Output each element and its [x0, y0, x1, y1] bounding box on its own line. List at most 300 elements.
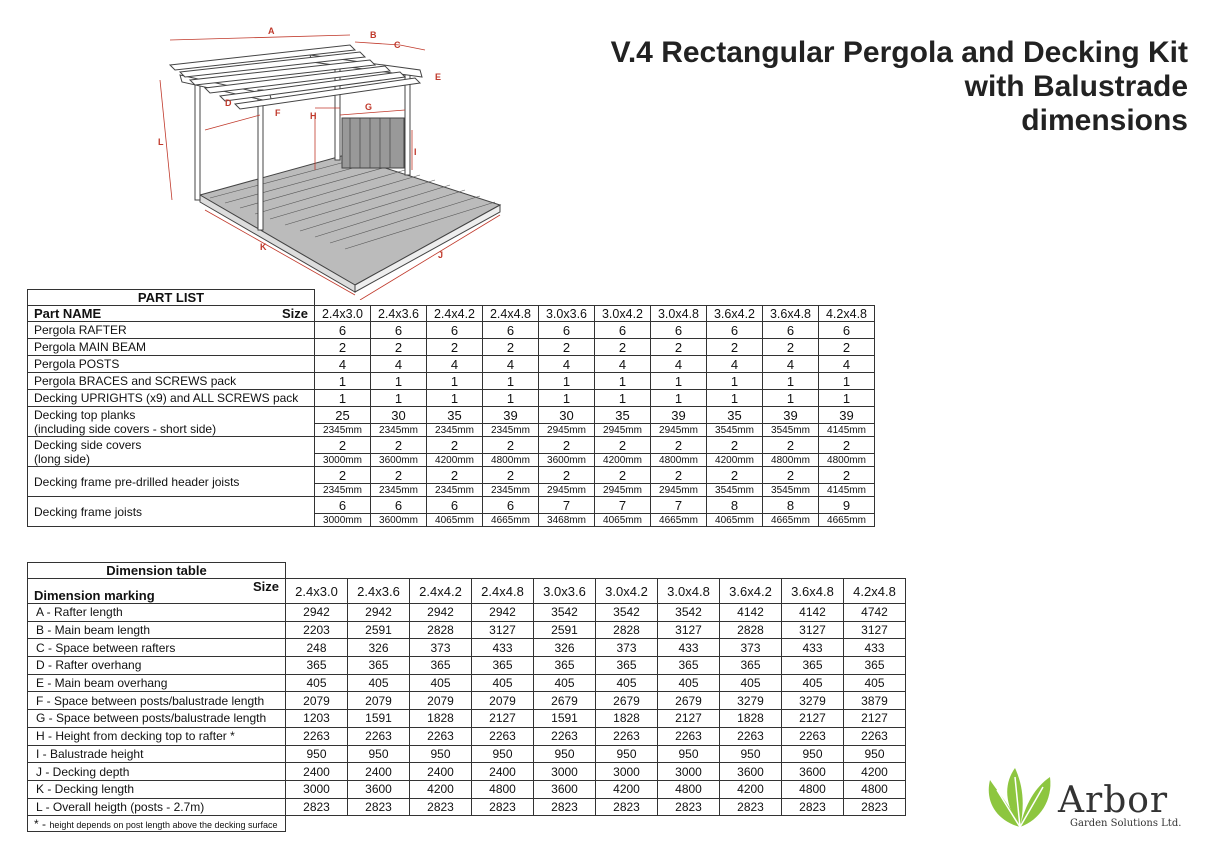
label-i: I: [414, 147, 417, 157]
part-quantity: 1: [595, 390, 651, 407]
part-quantity: 35: [595, 407, 651, 424]
size-label: Size: [281, 306, 308, 321]
size-label: Size: [252, 579, 279, 594]
dimension-value: 950: [472, 745, 534, 763]
dimension-value: 2942: [472, 604, 534, 622]
part-length: 2945mm: [539, 424, 595, 437]
part-length: 3600mm: [539, 454, 595, 467]
part-length: 2345mm: [483, 424, 539, 437]
dimension-value: 950: [658, 745, 720, 763]
part-length: 4065mm: [427, 514, 483, 527]
dimension-marking-label: Dimension marking: [34, 588, 155, 603]
part-quantity: 2: [651, 467, 707, 484]
dimension-row: [28, 710, 906, 728]
dimension-value: 2263: [534, 727, 596, 745]
dimension-value: 2823: [720, 798, 782, 816]
title-line-3: dimensions: [1021, 104, 1188, 137]
part-quantity: 4: [427, 356, 483, 373]
part-length: 4665mm: [483, 514, 539, 527]
dimension-value: 3542: [596, 604, 658, 622]
dimension-value: 2828: [410, 621, 472, 639]
part-length: 4800mm: [763, 454, 819, 467]
dimension-value: 3600: [782, 763, 844, 781]
part-length: 2945mm: [651, 424, 707, 437]
dimension-value: 2400: [472, 763, 534, 781]
dimension-value: 4800: [658, 780, 720, 798]
part-list-table: [27, 289, 875, 527]
part-length: 3545mm: [763, 424, 819, 437]
part-length: 4665mm: [651, 514, 707, 527]
part-length: 3545mm: [707, 484, 763, 497]
dimension-value: 3600: [348, 780, 410, 798]
dimension-value: 433: [782, 639, 844, 657]
part-length: 4200mm: [595, 454, 651, 467]
part-quantity: 2: [483, 339, 539, 356]
part-quantity: 8: [707, 497, 763, 514]
dimension-value: 405: [720, 674, 782, 692]
part-quantity: 1: [371, 373, 427, 390]
part-quantity: 1: [539, 373, 595, 390]
part-length: 3545mm: [763, 484, 819, 497]
dimension-value: 3000: [286, 780, 348, 798]
dimension-name: A - Rafter length: [28, 604, 286, 622]
part-quantity: 2: [371, 437, 427, 454]
dimension-value: 3000: [596, 763, 658, 781]
dimension-name: C - Space between rafters: [28, 639, 286, 657]
dimension-value: 3279: [720, 692, 782, 710]
part-quantity: 6: [371, 497, 427, 514]
dimension-value: 405: [472, 674, 534, 692]
part-quantity: 2: [707, 339, 763, 356]
dimension-value: 405: [534, 674, 596, 692]
dimension-value: 405: [844, 674, 906, 692]
dimension-value: 4142: [720, 604, 782, 622]
dimension-value: 2942: [286, 604, 348, 622]
dimension-value: 4800: [844, 780, 906, 798]
part-quantity: 2: [483, 437, 539, 454]
part-length: 3600mm: [371, 514, 427, 527]
dimension-name: L - Overall heigth (posts - 2.7m): [28, 798, 286, 816]
dimension-value: 2823: [286, 798, 348, 816]
dimension-value: 3127: [782, 621, 844, 639]
dimension-name: F - Space between posts/balustrade length: [28, 692, 286, 710]
part-length: 2945mm: [539, 484, 595, 497]
dimension-name: G - Space between posts/balustrade length: [28, 710, 286, 728]
dimension-value: 433: [844, 639, 906, 657]
part-list-title: PART LIST: [28, 290, 315, 306]
dimension-value: 3127: [472, 621, 534, 639]
dimension-value: 4200: [596, 780, 658, 798]
dimension-value: 2400: [286, 763, 348, 781]
part-quantity: 1: [819, 373, 875, 390]
part-quantity: 6: [595, 322, 651, 339]
size-col: 3.0x4.8: [651, 306, 707, 322]
dimension-name: D - Rafter overhang: [28, 657, 286, 675]
size-col: 4.2x4.8: [844, 579, 906, 604]
dimension-value: 2127: [782, 710, 844, 728]
part-quantity: 6: [707, 322, 763, 339]
size-col: 3.6x4.2: [707, 306, 763, 322]
dimension-value: 3127: [844, 621, 906, 639]
part-quantity: 2: [819, 467, 875, 484]
label-e: E: [435, 72, 442, 82]
part-quantity: 2: [595, 339, 651, 356]
dimension-value: 3879: [844, 692, 906, 710]
dimension-value: 433: [658, 639, 720, 657]
dimension-value: 2079: [410, 692, 472, 710]
part-length: 4800mm: [483, 454, 539, 467]
dimension-row: [28, 798, 906, 816]
dimension-value: 365: [782, 657, 844, 675]
part-quantity: 2: [707, 437, 763, 454]
dimension-value: 3600: [720, 763, 782, 781]
part-quantity: 1: [651, 390, 707, 407]
dimension-value: 2823: [844, 798, 906, 816]
part-name-text: Pergola MAIN BEAM: [34, 340, 147, 354]
part-quantity: 2: [819, 339, 875, 356]
part-row: [28, 373, 875, 390]
dimension-value: 2942: [348, 604, 410, 622]
part-quantity: 35: [707, 407, 763, 424]
part-row: [28, 437, 875, 454]
part-quantity: 1: [483, 390, 539, 407]
dimension-value: 2263: [720, 727, 782, 745]
part-row: [28, 339, 875, 356]
size-col: 3.0x4.2: [596, 579, 658, 604]
part-length: 4800mm: [819, 454, 875, 467]
dimension-value: 2823: [410, 798, 472, 816]
part-quantity: 1: [483, 373, 539, 390]
dimension-value: 405: [596, 674, 658, 692]
dimension-value: 4742: [844, 604, 906, 622]
dimension-value: 1591: [534, 710, 596, 728]
part-row: [28, 497, 875, 514]
dimension-value: 1828: [720, 710, 782, 728]
dimension-row: [28, 674, 906, 692]
dimension-value: 2263: [782, 727, 844, 745]
part-length: 4665mm: [763, 514, 819, 527]
dimension-value: 2079: [472, 692, 534, 710]
part-quantity: 1: [371, 390, 427, 407]
part-quantity: 9: [819, 497, 875, 514]
part-length: 2345mm: [427, 424, 483, 437]
logo-name: Arbor: [1058, 780, 1169, 821]
part-quantity: 4: [707, 356, 763, 373]
dimension-table-title: Dimension table: [28, 563, 286, 579]
part-quantity: 39: [819, 407, 875, 424]
part-quantity: 30: [539, 407, 595, 424]
part-quantity: 4: [483, 356, 539, 373]
dimension-value: 2823: [472, 798, 534, 816]
label-a: A: [268, 26, 275, 36]
dimension-value: 4142: [782, 604, 844, 622]
part-quantity: 7: [539, 497, 595, 514]
part-quantity: 4: [651, 356, 707, 373]
part-quantity: 4: [315, 356, 371, 373]
dimension-row: [28, 604, 906, 622]
size-col: 3.0x4.2: [595, 306, 651, 322]
dimension-value: 365: [286, 657, 348, 675]
dimension-row: [28, 780, 906, 798]
part-length: 4145mm: [819, 424, 875, 437]
dimension-value: 2263: [472, 727, 534, 745]
size-col: 3.0x3.6: [539, 306, 595, 322]
part-length: 2345mm: [371, 424, 427, 437]
dimension-value: 950: [410, 745, 472, 763]
part-quantity: 4: [539, 356, 595, 373]
part-quantity: 6: [427, 322, 483, 339]
size-col: 3.6x4.8: [782, 579, 844, 604]
size-col: 2.4x4.2: [427, 306, 483, 322]
part-quantity: 1: [707, 373, 763, 390]
part-quantity: 2: [539, 339, 595, 356]
dimension-value: 2942: [410, 604, 472, 622]
label-h: H: [310, 111, 317, 121]
dimension-row: [28, 727, 906, 745]
dimension-value: 405: [286, 674, 348, 692]
dimension-value: 2823: [782, 798, 844, 816]
dimension-value: 2263: [348, 727, 410, 745]
part-quantity: 2: [707, 467, 763, 484]
dimension-header: [28, 579, 286, 604]
part-quantity: 4: [595, 356, 651, 373]
part-quantity: 1: [763, 390, 819, 407]
part-quantity: 6: [483, 322, 539, 339]
part-row: [28, 322, 875, 339]
part-name-text: Pergola BRACES and SCREWS pack: [34, 374, 237, 388]
part-quantity: 6: [763, 322, 819, 339]
dimension-value: 2823: [348, 798, 410, 816]
part-quantity: 39: [651, 407, 707, 424]
part-quantity: 2: [315, 339, 371, 356]
dimension-value: 4800: [472, 780, 534, 798]
part-quantity: 6: [539, 322, 595, 339]
part-length: 4200mm: [427, 454, 483, 467]
part-length: 2945mm: [651, 484, 707, 497]
part-quantity: 1: [315, 373, 371, 390]
part-quantity: 1: [315, 390, 371, 407]
part-quantity: 6: [819, 322, 875, 339]
part-quantity: 1: [819, 390, 875, 407]
part-quantity: 8: [763, 497, 819, 514]
dimension-value: 950: [782, 745, 844, 763]
dimension-value: 2203: [286, 621, 348, 639]
part-length: 4200mm: [707, 454, 763, 467]
dimension-value: 2679: [534, 692, 596, 710]
size-col: 3.6x4.8: [763, 306, 819, 322]
pergola-diagram: [150, 20, 530, 300]
dimension-value: 365: [534, 657, 596, 675]
part-length: 4665mm: [819, 514, 875, 527]
footnote: [28, 816, 286, 832]
dimension-row: [28, 639, 906, 657]
dimension-value: 373: [596, 639, 658, 657]
dimension-value: 365: [844, 657, 906, 675]
part-quantity: 2: [427, 467, 483, 484]
part-length: 3000mm: [315, 514, 371, 527]
part-quantity: 2: [315, 467, 371, 484]
part-row: [28, 407, 875, 424]
size-col: 4.2x4.8: [819, 306, 875, 322]
dimension-row: [28, 692, 906, 710]
dimension-value: 2263: [286, 727, 348, 745]
part-quantity: 6: [371, 322, 427, 339]
part-row: [28, 356, 875, 373]
dimension-row: [28, 745, 906, 763]
dimension-value: 2079: [348, 692, 410, 710]
dimension-row: [28, 763, 906, 781]
part-quantity: 2: [539, 437, 595, 454]
part-quantity: 1: [427, 390, 483, 407]
part-quantity: 4: [763, 356, 819, 373]
dimension-value: 3542: [658, 604, 720, 622]
part-quantity: 2: [819, 437, 875, 454]
part-quantity: 1: [427, 373, 483, 390]
dimension-value: 4200: [720, 780, 782, 798]
dimension-value: 373: [410, 639, 472, 657]
dimension-value: 405: [410, 674, 472, 692]
dimension-value: 1591: [348, 710, 410, 728]
part-quantity: 2: [651, 437, 707, 454]
dimension-value: 1828: [410, 710, 472, 728]
part-name: [28, 322, 315, 339]
size-col: 2.4x3.6: [371, 306, 427, 322]
label-f: F: [275, 108, 281, 118]
part-length: 4065mm: [707, 514, 763, 527]
dimension-value: 405: [782, 674, 844, 692]
size-col: 2.4x3.6: [348, 579, 410, 604]
dimension-value: 365: [348, 657, 410, 675]
part-name-text: Decking frame pre-drilled header joists: [34, 474, 240, 489]
dimension-value: 365: [410, 657, 472, 675]
part-length: 4145mm: [819, 484, 875, 497]
dimension-value: 2263: [658, 727, 720, 745]
dimension-value: 3279: [782, 692, 844, 710]
dimension-name: K - Decking length: [28, 780, 286, 798]
dimension-value: 2823: [596, 798, 658, 816]
dimension-value: 2828: [720, 621, 782, 639]
dimension-value: 326: [534, 639, 596, 657]
part-name-header: [28, 306, 315, 322]
part-quantity: 4: [819, 356, 875, 373]
part-length: 2945mm: [595, 424, 651, 437]
label-g: G: [365, 102, 373, 112]
dimension-value: 2823: [534, 798, 596, 816]
part-name-text: Decking top planks: [34, 407, 136, 422]
part-quantity: 4: [371, 356, 427, 373]
part-length: 3600mm: [371, 454, 427, 467]
dimension-value: 4200: [410, 780, 472, 798]
dimension-name: J - Decking depth: [28, 763, 286, 781]
label-c: C: [394, 40, 401, 50]
part-quantity: 2: [763, 467, 819, 484]
dimension-value: 1828: [596, 710, 658, 728]
dimension-value: 2263: [844, 727, 906, 745]
dimension-value: 433: [472, 639, 534, 657]
part-quantity: 2: [427, 339, 483, 356]
dimension-table: [27, 562, 906, 832]
dimension-row: [28, 657, 906, 675]
part-quantity: 35: [427, 407, 483, 424]
part-name: [28, 467, 315, 497]
part-quantity: 6: [427, 497, 483, 514]
part-quantity: 2: [763, 339, 819, 356]
dimension-value: 2679: [596, 692, 658, 710]
dimension-value: 2263: [410, 727, 472, 745]
dimension-value: 2127: [844, 710, 906, 728]
dimension-value: 3600: [534, 780, 596, 798]
dimension-value: 326: [348, 639, 410, 657]
dimension-value: 2127: [472, 710, 534, 728]
label-d: D: [225, 98, 232, 108]
part-quantity: 1: [595, 373, 651, 390]
part-quantity: 1: [707, 390, 763, 407]
part-name: [28, 497, 315, 527]
part-length: 2345mm: [427, 484, 483, 497]
dimension-name: B - Main beam length: [28, 621, 286, 639]
size-col: 2.4x4.8: [472, 579, 534, 604]
part-name-note: (including side covers - short side): [34, 421, 217, 436]
part-name: [28, 356, 315, 373]
part-name-text: Decking side covers: [34, 437, 142, 452]
part-name: [28, 390, 315, 407]
dimension-value: 2127: [658, 710, 720, 728]
dimension-value: 4200: [844, 763, 906, 781]
dimension-name: E - Main beam overhang: [28, 674, 286, 692]
dimension-value: 950: [534, 745, 596, 763]
size-col: 3.0x3.6: [534, 579, 596, 604]
part-name-note: (long side): [34, 451, 91, 466]
dimension-value: 4800: [782, 780, 844, 798]
part-quantity: 25: [315, 407, 371, 424]
dimension-value: 365: [658, 657, 720, 675]
part-length: 2345mm: [371, 484, 427, 497]
dimension-value: 950: [720, 745, 782, 763]
title-line-1: V.4 Rectangular Pergola and Decking Kit: [610, 36, 1188, 69]
dimension-value: 3000: [534, 763, 596, 781]
dimension-value: 950: [844, 745, 906, 763]
part-quantity: 2: [371, 339, 427, 356]
part-quantity: 2: [315, 437, 371, 454]
dimension-value: 248: [286, 639, 348, 657]
part-name-text: Pergola POSTS: [34, 357, 120, 371]
part-length: 4065mm: [595, 514, 651, 527]
part-name: [28, 437, 315, 467]
part-name-text: Decking UPRIGHTS (x9) and ALL SCREWS pack: [34, 391, 299, 405]
dimension-value: 950: [286, 745, 348, 763]
dimension-value: 2591: [348, 621, 410, 639]
dimension-value: 3000: [658, 763, 720, 781]
part-quantity: 2: [651, 339, 707, 356]
dimension-value: 365: [472, 657, 534, 675]
part-length: 2345mm: [315, 424, 371, 437]
part-name: [28, 373, 315, 390]
part-quantity: 1: [651, 373, 707, 390]
dimension-name: H - Height from decking top to rafter *: [28, 727, 286, 745]
part-length: 3468mm: [539, 514, 595, 527]
part-quantity: 39: [483, 407, 539, 424]
part-quantity: 2: [595, 437, 651, 454]
part-quantity: 6: [651, 322, 707, 339]
part-quantity: 30: [371, 407, 427, 424]
size-col: 2.4x4.2: [410, 579, 472, 604]
dimension-row: [28, 621, 906, 639]
part-quantity: 2: [483, 467, 539, 484]
part-quantity: 6: [483, 497, 539, 514]
footnote-mark: * -: [34, 816, 50, 831]
part-quantity: 2: [371, 467, 427, 484]
part-quantity: 2: [763, 437, 819, 454]
